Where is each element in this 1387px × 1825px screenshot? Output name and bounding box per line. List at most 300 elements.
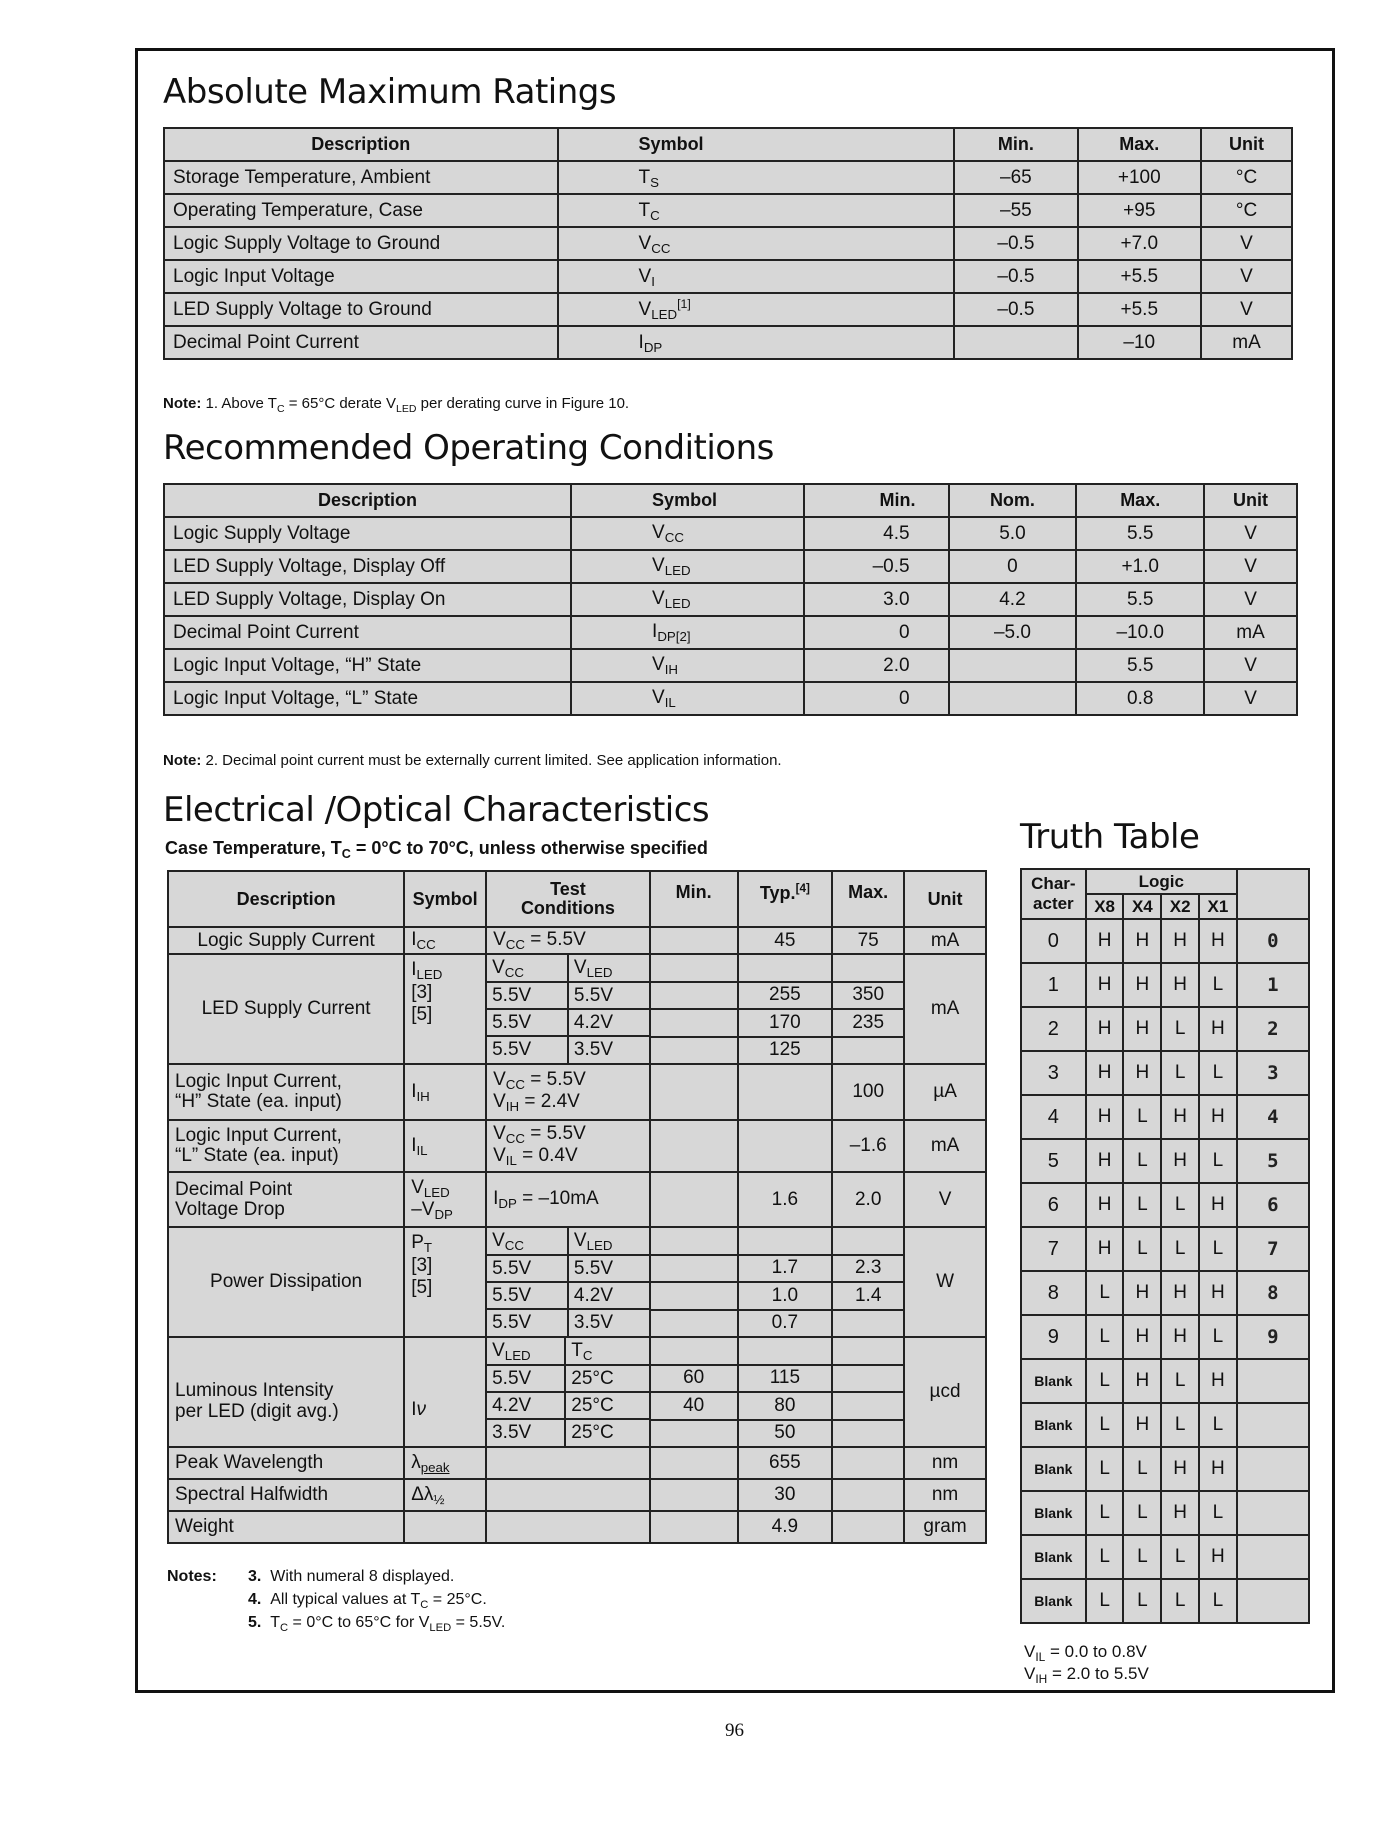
character: Blank <box>1021 1491 1086 1535</box>
x4: H <box>1123 919 1161 963</box>
typ: 80 <box>738 1392 833 1420</box>
header-unit: Unit <box>1201 128 1292 161</box>
table-row <box>164 550 1297 583</box>
table-row <box>164 682 1297 715</box>
header-symbol: Symbol <box>404 871 486 927</box>
min: –0.5 <box>804 550 949 583</box>
table-row-logic-input-current-l <box>168 1120 986 1172</box>
x4: L <box>1123 1139 1161 1183</box>
x1: L <box>1199 1315 1237 1359</box>
header-test-1: Test <box>550 879 586 900</box>
table-row <box>164 649 1297 682</box>
description: Decimal Point Voltage Drop <box>168 1172 404 1227</box>
typ <box>738 1064 833 1120</box>
x8: L <box>1086 1271 1124 1315</box>
table-row <box>164 326 1292 359</box>
symbol: $I_{IH}$ <box>404 1064 486 1120</box>
note-text-mid: = 65°C derate V <box>284 395 397 412</box>
dot-matrix-digit-icon: 4 <box>1237 1095 1309 1139</box>
vih-range: $V_{IH} = 2.0$ to 5.5V <box>1024 1664 1149 1686</box>
table-row-decimal-point-drop <box>168 1172 986 1227</box>
subtitle-text-end: = 0°C to 70°C, unless otherwise specified <box>350 838 708 858</box>
typ: 125 <box>738 1037 833 1065</box>
symbol <box>404 1511 486 1543</box>
character: Blank <box>1021 1535 1086 1579</box>
min <box>650 1255 738 1283</box>
table-row-spectral-halfwidth <box>168 1479 986 1511</box>
symbol: $V_{CC}$ <box>571 517 804 550</box>
description: Storage Temperature, Ambient <box>164 161 558 194</box>
note-1 <box>163 395 629 415</box>
x8: L <box>1086 1315 1124 1359</box>
unit: mA <box>904 927 986 954</box>
typ: 4.9 <box>738 1511 833 1543</box>
character: 3 <box>1021 1051 1086 1095</box>
symbol: $V_I$ <box>558 260 955 293</box>
truth-header-row <box>1021 869 1309 894</box>
x4: H <box>1123 1403 1161 1447</box>
description: LED Supply Voltage to Ground <box>164 293 558 326</box>
dot-matrix-digit-icon <box>1237 1535 1309 1579</box>
max <box>832 954 904 982</box>
min <box>650 1282 738 1310</box>
character: Blank <box>1021 1579 1086 1623</box>
x1: L <box>1199 1051 1237 1095</box>
header-test-2: Conditions <box>520 898 615 918</box>
character: 7 <box>1021 1227 1086 1271</box>
unit: µcd <box>904 1337 986 1447</box>
x2: L <box>1161 1359 1199 1403</box>
section-title-recommended: Recommended Operating Conditions <box>163 428 774 468</box>
truth-table-row <box>1021 919 1309 963</box>
max: –10 <box>1078 326 1202 359</box>
x2: H <box>1161 963 1199 1007</box>
x2: H <box>1161 1315 1199 1359</box>
x8: H <box>1086 919 1124 963</box>
character: 9 <box>1021 1315 1086 1359</box>
min <box>650 1009 738 1037</box>
x8: L <box>1086 1359 1124 1403</box>
x2: L <box>1161 1183 1199 1227</box>
truth-table-row <box>1021 1359 1309 1403</box>
nom <box>949 682 1077 715</box>
nom: 5.0 <box>949 517 1077 550</box>
x1: H <box>1199 1447 1237 1491</box>
x8: H <box>1086 1095 1124 1139</box>
max <box>832 1337 904 1365</box>
vil-range: $V_{IL} = 0.0$ to 0.8V <box>1024 1642 1147 1664</box>
page-number: 96 <box>725 1720 744 1741</box>
table-row <box>164 517 1297 550</box>
unit: gram <box>904 1511 986 1543</box>
min <box>650 1120 738 1172</box>
unit: V <box>1204 583 1297 616</box>
max: 350 <box>832 982 904 1010</box>
note-4: 4. All typical values at $T_C = 25^\circ C$. <box>248 1591 487 1611</box>
subtitle-text: Case Temperature, T <box>165 838 342 858</box>
dot-matrix-digit-icon: 9 <box>1237 1315 1309 1359</box>
dot-matrix-digit-icon <box>1237 1403 1309 1447</box>
truth-table-row <box>1021 963 1309 1007</box>
typ: 1.6 <box>738 1172 833 1227</box>
max: +100 <box>1078 161 1202 194</box>
dot-matrix-digit-icon: 5 <box>1237 1139 1309 1183</box>
x4: L <box>1123 1535 1161 1579</box>
unit: V <box>1204 517 1297 550</box>
test-condition <box>486 1511 650 1543</box>
max: –1.6 <box>832 1120 904 1172</box>
header-min: Min. <box>650 871 738 927</box>
min: 0 <box>804 616 949 649</box>
table-header-row <box>164 128 1292 161</box>
truth-table-row <box>1021 1183 1309 1227</box>
truth-table-row <box>1021 1403 1309 1447</box>
truth-table-row <box>1021 1271 1309 1315</box>
description: Decimal Point Current <box>164 326 558 359</box>
symbol: $T_C$ <box>558 194 955 227</box>
table-row <box>164 194 1292 227</box>
header-logic: Logic <box>1086 869 1237 894</box>
min <box>954 326 1077 359</box>
max: 5.5 <box>1076 649 1204 682</box>
min <box>650 1511 738 1543</box>
x1: H <box>1199 1007 1237 1051</box>
min <box>650 1337 738 1365</box>
header-description: Description <box>164 484 571 517</box>
note-sub: C <box>276 403 285 415</box>
dot-matrix-digit-icon <box>1237 1359 1309 1403</box>
character: 5 <box>1021 1139 1086 1183</box>
note-text-end: per derating curve in Figure 10. <box>416 395 630 412</box>
max <box>832 1227 904 1255</box>
x4: H <box>1123 1315 1161 1359</box>
description: Logic Supply Voltage to Ground <box>164 227 558 260</box>
x8: H <box>1086 1183 1124 1227</box>
x4: L <box>1123 1579 1161 1623</box>
electrical-table <box>167 870 987 1544</box>
max <box>832 1511 904 1543</box>
section-title-truth-table: Truth Table <box>1020 817 1200 857</box>
truth-table <box>1020 868 1310 1624</box>
x2: H <box>1161 1139 1199 1183</box>
description: Logic Supply Voltage <box>164 517 571 550</box>
header-typ <box>738 871 833 927</box>
unit: W <box>904 1227 986 1337</box>
unit: °C <box>1201 161 1292 194</box>
header-display <box>1237 869 1309 919</box>
table-row <box>164 260 1292 293</box>
subtitle-sub: C <box>341 847 351 861</box>
description: LED Supply Current <box>168 954 404 1064</box>
x1: H <box>1199 1535 1237 1579</box>
nom: –5.0 <box>949 616 1077 649</box>
min <box>650 1447 738 1479</box>
table-row <box>164 161 1292 194</box>
unit: V <box>1201 227 1292 260</box>
character: 4 <box>1021 1095 1086 1139</box>
typ <box>738 1120 833 1172</box>
header-max: Max. <box>1076 484 1204 517</box>
unit: V <box>1201 293 1292 326</box>
x2: H <box>1161 919 1199 963</box>
symbol: $V_{LED}$ $-V_{DP}$ <box>404 1172 486 1227</box>
min <box>650 1064 738 1120</box>
symbol: $I_{DP}$ <box>558 326 955 359</box>
min: 4.5 <box>804 517 949 550</box>
table-row-power-dissipation <box>168 1227 986 1255</box>
symbol: $\lambda_{peak}$ <box>404 1447 486 1479</box>
typ: 655 <box>738 1447 833 1479</box>
header-typ-text: Typ. <box>759 883 796 903</box>
symbol: $\Delta\lambda_{\frac{1}{2}}$ <box>404 1479 486 1511</box>
x8: L <box>1086 1447 1124 1491</box>
truth-table-row <box>1021 1491 1309 1535</box>
x2: H <box>1161 1271 1199 1315</box>
note-label: Note: <box>163 752 202 769</box>
typ: 255 <box>738 982 833 1010</box>
header-min: Min. <box>954 128 1077 161</box>
character: Blank <box>1021 1359 1086 1403</box>
x4: H <box>1123 1051 1161 1095</box>
x1: H <box>1199 1183 1237 1227</box>
unit: mA <box>1201 326 1292 359</box>
nom: 0 <box>949 550 1077 583</box>
x8: L <box>1086 1535 1124 1579</box>
typ: 0.7 <box>738 1310 833 1338</box>
note-label: Note: <box>163 395 202 412</box>
header-nom: Nom. <box>949 484 1077 517</box>
min: –0.5 <box>954 260 1077 293</box>
header-x4: X4 <box>1123 894 1161 919</box>
symbol: $V_{IL}$ <box>571 682 804 715</box>
note-3: 3. With numeral 8 displayed. <box>248 1568 455 1585</box>
max: 2.3 <box>832 1255 904 1283</box>
description: Decimal Point Current <box>164 616 571 649</box>
typ: 115 <box>738 1365 833 1393</box>
dot-matrix-digit-icon: 3 <box>1237 1051 1309 1095</box>
table-row-logic-supply-current <box>168 927 986 954</box>
dot-matrix-digit-icon <box>1237 1447 1309 1491</box>
typ: 1.0 <box>738 1282 833 1310</box>
x4: H <box>1123 963 1161 1007</box>
dot-matrix-digit-icon <box>1237 1491 1309 1535</box>
description: Weight <box>168 1511 404 1543</box>
header-test-conditions <box>486 871 650 927</box>
electrical-subtitle <box>165 838 708 861</box>
min <box>650 1310 738 1338</box>
header-typ-sup: [4] <box>795 882 810 895</box>
note-text: 1. Above T <box>205 395 277 412</box>
header-symbol: Symbol <box>571 484 804 517</box>
x8: H <box>1086 1139 1124 1183</box>
header-description: Description <box>164 128 558 161</box>
unit: °C <box>1201 194 1292 227</box>
min: –0.5 <box>954 227 1077 260</box>
character: Blank <box>1021 1447 1086 1491</box>
x8: H <box>1086 1227 1124 1271</box>
table-row <box>164 616 1297 649</box>
symbol: $I_{DP[2]}$ <box>571 616 804 649</box>
x1: L <box>1199 1579 1237 1623</box>
symbol: $I_{LED}$ [3] [5] <box>404 954 486 1064</box>
test-condition: $I_{DP} = -10mA$ <box>486 1172 650 1227</box>
x2: L <box>1161 1051 1199 1095</box>
test-condition <box>486 1447 650 1479</box>
dot-matrix-digit-icon: 0 <box>1237 919 1309 963</box>
truth-table-row <box>1021 1095 1309 1139</box>
min <box>650 1037 738 1065</box>
x4: L <box>1123 1183 1161 1227</box>
truth-table-row <box>1021 1007 1309 1051</box>
max <box>832 1392 904 1420</box>
min <box>650 1479 738 1511</box>
character: Blank <box>1021 1403 1086 1447</box>
max: 5.5 <box>1076 517 1204 550</box>
unit: nm <box>904 1447 986 1479</box>
typ <box>738 1227 833 1255</box>
table-header-row <box>164 484 1297 517</box>
character: 2 <box>1021 1007 1086 1051</box>
min: 40 <box>650 1392 738 1420</box>
header-symbol: Symbol <box>558 128 955 161</box>
description: Luminous Intensity per LED (digit avg.) <box>168 1337 404 1447</box>
x1: H <box>1199 1359 1237 1403</box>
typ: 1.7 <box>738 1255 833 1283</box>
truth-table-row <box>1021 1447 1309 1491</box>
min <box>650 927 738 954</box>
description: Logic Supply Current <box>168 927 404 954</box>
min: 3.0 <box>804 583 949 616</box>
header-unit: Unit <box>904 871 986 927</box>
test-condition: $V_{CC} = 5.5V$ $V_{IL} = 0.4V$ <box>486 1120 650 1172</box>
truth-table-row <box>1021 1535 1309 1579</box>
max <box>832 1447 904 1479</box>
absolute-max-table <box>163 127 1293 360</box>
unit: µA <box>904 1064 986 1120</box>
unit: V <box>1204 649 1297 682</box>
description: Peak Wavelength <box>168 1447 404 1479</box>
x8: H <box>1086 963 1124 1007</box>
max: 2.0 <box>832 1172 904 1227</box>
table-row-luminous-intensity <box>168 1337 986 1365</box>
truth-table-row <box>1021 1227 1309 1271</box>
test-condition <box>486 1479 650 1511</box>
max <box>832 1420 904 1448</box>
test-conditions: $V_{LED}$ $T_C$ 5.5V 25°C 4.2V 25°C 3.5V 25°C <box>486 1337 650 1447</box>
x8: L <box>1086 1403 1124 1447</box>
unit: V <box>1204 682 1297 715</box>
min <box>650 1420 738 1448</box>
character: 6 <box>1021 1183 1086 1227</box>
min: –55 <box>954 194 1077 227</box>
description: Logic Input Current, “H” State (ea. input) <box>168 1064 404 1120</box>
max <box>832 1037 904 1065</box>
x1: L <box>1199 1139 1237 1183</box>
x2: L <box>1161 1227 1199 1271</box>
section-title-absolute-max: Absolute Maximum Ratings <box>163 72 617 112</box>
dot-matrix-digit-icon: 2 <box>1237 1007 1309 1051</box>
truth-table-row <box>1021 1139 1309 1183</box>
table-row <box>164 583 1297 616</box>
unit: V <box>1204 550 1297 583</box>
x2: L <box>1161 1403 1199 1447</box>
test-condition: $V_{CC} = 5.5V$ $V_{IH} = 2.4V$ <box>486 1064 650 1120</box>
max: +1.0 <box>1076 550 1204 583</box>
min: –0.5 <box>954 293 1077 326</box>
max: 235 <box>832 1009 904 1037</box>
description: Logic Input Voltage, “L” State <box>164 682 571 715</box>
max: 1.4 <box>832 1282 904 1310</box>
unit: V <box>1201 260 1292 293</box>
header-x2: X2 <box>1161 894 1199 919</box>
table-row-led-supply-current <box>168 954 986 982</box>
table-row-logic-input-current-h <box>168 1064 986 1120</box>
symbol: $V_{LED}[1]$ <box>558 293 955 326</box>
x1: L <box>1199 1491 1237 1535</box>
x2: L <box>1161 1007 1199 1051</box>
x4: L <box>1123 1095 1161 1139</box>
test-conditions: $V_{CC}$ $V_{LED}$ 5.5V 5.5V 5.5V 4.2V 5.5V 3.5V <box>486 1227 650 1337</box>
min <box>650 954 738 982</box>
header-character: Char- acter <box>1021 869 1086 919</box>
unit: nm <box>904 1479 986 1511</box>
x2: H <box>1161 1095 1199 1139</box>
character: 0 <box>1021 919 1086 963</box>
truth-table-row <box>1021 1315 1309 1359</box>
table-row-peak-wavelength <box>168 1447 986 1479</box>
description: Logic Input Current, “L” State (ea. input) <box>168 1120 404 1172</box>
x1: L <box>1199 1403 1237 1447</box>
max: 0.8 <box>1076 682 1204 715</box>
x2: L <box>1161 1535 1199 1579</box>
table-row-weight <box>168 1511 986 1543</box>
dot-matrix-digit-icon: 6 <box>1237 1183 1309 1227</box>
min <box>650 982 738 1010</box>
truth-table-row <box>1021 1579 1309 1623</box>
character: 8 <box>1021 1271 1086 1315</box>
x4: H <box>1123 1271 1161 1315</box>
table-header-row <box>168 871 986 927</box>
x1: L <box>1199 1227 1237 1271</box>
test-conditions: $V_{CC}$ $V_{LED}$ 5.5V 5.5V 5.5V 4.2V 5.5V 3.5V <box>486 954 650 1064</box>
typ: 170 <box>738 1009 833 1037</box>
x4: H <box>1123 1359 1161 1403</box>
x8: H <box>1086 1051 1124 1095</box>
header-max: Max. <box>832 871 904 927</box>
truth-table-row <box>1021 1051 1309 1095</box>
header-description: Description <box>168 871 404 927</box>
note-2 <box>163 752 782 769</box>
min <box>650 1227 738 1255</box>
x4: L <box>1123 1491 1161 1535</box>
min: –65 <box>954 161 1077 194</box>
x2: H <box>1161 1447 1199 1491</box>
x4: L <box>1123 1227 1161 1271</box>
typ: 45 <box>738 927 833 954</box>
x8: L <box>1086 1491 1124 1535</box>
x1: H <box>1199 1271 1237 1315</box>
nom <box>949 649 1077 682</box>
description: Power Dissipation <box>168 1227 404 1337</box>
max: +7.0 <box>1078 227 1202 260</box>
header-unit: Unit <box>1204 484 1297 517</box>
typ: 30 <box>738 1479 833 1511</box>
max: 100 <box>832 1064 904 1120</box>
symbol: $P_T$ [3] [5] <box>404 1227 486 1337</box>
description: Spectral Halfwidth <box>168 1479 404 1511</box>
note-text: 2. Decimal point current must be externally current limited. See application information. <box>205 752 782 769</box>
unit: mA <box>1204 616 1297 649</box>
